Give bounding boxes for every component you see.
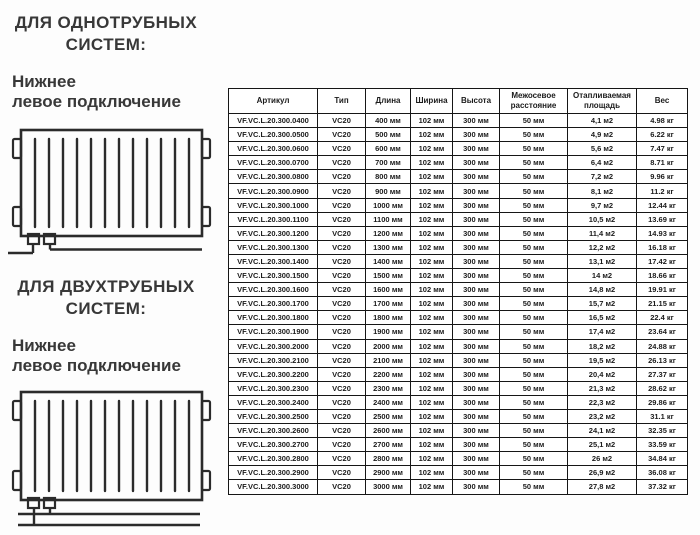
table-cell: VC20 <box>318 381 366 395</box>
table-cell: 50 мм <box>500 297 568 311</box>
column-header: Межосевое расстояние <box>500 89 568 114</box>
table-cell: 4,9 м2 <box>568 128 637 142</box>
table-cell: VF.VC.L.20.300.1400 <box>229 254 318 268</box>
table-cell: VC20 <box>318 283 366 297</box>
table-cell: VF.VC.L.20.300.3000 <box>229 480 318 494</box>
table-row <box>229 269 688 283</box>
table-cell: VC20 <box>318 240 366 254</box>
table-cell: 300 мм <box>453 466 500 480</box>
table-cell: VC20 <box>318 114 366 128</box>
table-cell: 8,1 м2 <box>568 184 637 198</box>
table-cell: VC20 <box>318 184 366 198</box>
table-cell: 4.98 кг <box>637 114 688 128</box>
table-cell: 27,8 м2 <box>568 480 637 494</box>
radiator-spec-table <box>228 88 688 495</box>
table-cell: 300 мм <box>453 226 500 240</box>
table-cell: 26.13 кг <box>637 353 688 367</box>
table-cell: 19.91 кг <box>637 283 688 297</box>
table-cell: 6.22 кг <box>637 128 688 142</box>
table-cell: 500 мм <box>366 128 411 142</box>
column-header: Отапливаемая площадь <box>568 89 637 114</box>
table-cell: 1300 мм <box>366 240 411 254</box>
table-cell: 2500 мм <box>366 409 411 423</box>
table-cell: VC20 <box>318 198 366 212</box>
table-cell: 22.4 кг <box>637 311 688 325</box>
column-header: Ширина <box>411 89 453 114</box>
table-cell: 14,8 м2 <box>568 283 637 297</box>
table-cell: 50 мм <box>500 480 568 494</box>
table-cell: 20,4 м2 <box>568 367 637 381</box>
table-row <box>229 297 688 311</box>
table-cell: VC20 <box>318 438 366 452</box>
table-cell: 300 мм <box>453 142 500 156</box>
table-cell: 50 мм <box>500 353 568 367</box>
table-cell: 300 мм <box>453 128 500 142</box>
section-title-line1: ДЛЯ ОДНОТРУБНЫХ <box>14 13 198 32</box>
table-cell: 50 мм <box>500 452 568 466</box>
table-cell: VC20 <box>318 395 366 409</box>
radiator-single-pipe-diagram-icon <box>8 128 213 258</box>
table-cell: 102 мм <box>411 212 453 226</box>
table-cell: 50 мм <box>500 212 568 226</box>
column-header: Вес <box>637 89 688 114</box>
table-cell: 15,7 м2 <box>568 297 637 311</box>
table-cell: 900 мм <box>366 184 411 198</box>
table-cell: 2000 мм <box>366 339 411 353</box>
table-cell: VC20 <box>318 142 366 156</box>
table-cell: 102 мм <box>411 367 453 381</box>
table-cell: 2600 мм <box>366 424 411 438</box>
table-cell: VC20 <box>318 424 366 438</box>
table-cell: 50 мм <box>500 424 568 438</box>
table-header-row <box>229 89 688 114</box>
table-row <box>229 114 688 128</box>
table-cell: 102 мм <box>411 142 453 156</box>
table-cell: 16.18 кг <box>637 240 688 254</box>
table-cell: 11.2 кг <box>637 184 688 198</box>
table-cell: 23.64 кг <box>637 325 688 339</box>
table-cell: 102 мм <box>411 452 453 466</box>
table-row <box>229 353 688 367</box>
column-header: Длина <box>366 89 411 114</box>
table-cell: 17.42 кг <box>637 254 688 268</box>
table-row <box>229 438 688 452</box>
table-cell: 300 мм <box>453 283 500 297</box>
table-cell: 1000 мм <box>366 198 411 212</box>
table-cell: 300 мм <box>453 297 500 311</box>
table-cell: 7,2 м2 <box>568 170 637 184</box>
table-row <box>229 170 688 184</box>
table-cell: 102 мм <box>411 156 453 170</box>
table-cell: VC20 <box>318 170 366 184</box>
table-cell: 300 мм <box>453 156 500 170</box>
table-cell: VF.VC.L.20.300.0500 <box>229 128 318 142</box>
table-cell: VC20 <box>318 128 366 142</box>
table-cell: 12,2 м2 <box>568 240 637 254</box>
connection-type-line2: левое подключение <box>12 356 181 375</box>
table-cell: 102 мм <box>411 409 453 423</box>
table-cell: 24.88 кг <box>637 339 688 353</box>
table-cell: VF.VC.L.20.300.1800 <box>229 311 318 325</box>
table-cell: 300 мм <box>453 170 500 184</box>
table-cell: VF.VC.L.20.300.2800 <box>229 452 318 466</box>
table-cell: 50 мм <box>500 114 568 128</box>
table-cell: 26,9 м2 <box>568 466 637 480</box>
table-cell: 102 мм <box>411 114 453 128</box>
table-cell: 11,4 м2 <box>568 226 637 240</box>
table-cell: VF.VC.L.20.300.0900 <box>229 184 318 198</box>
table-cell: 50 мм <box>500 142 568 156</box>
table-cell: VC20 <box>318 480 366 494</box>
table-cell: 50 мм <box>500 381 568 395</box>
table-cell: 1600 мм <box>366 283 411 297</box>
table-cell: VC20 <box>318 353 366 367</box>
table-cell: 102 мм <box>411 325 453 339</box>
table-cell: VC20 <box>318 297 366 311</box>
table-row <box>229 325 688 339</box>
table-cell: VC20 <box>318 452 366 466</box>
table-cell: 102 мм <box>411 339 453 353</box>
table-cell: 300 мм <box>453 325 500 339</box>
table-row <box>229 156 688 170</box>
table-cell: 2300 мм <box>366 381 411 395</box>
table-cell: 4,1 м2 <box>568 114 637 128</box>
table-cell: 2700 мм <box>366 438 411 452</box>
table-cell: 21.15 кг <box>637 297 688 311</box>
table-cell: 50 мм <box>500 170 568 184</box>
table-cell: 700 мм <box>366 156 411 170</box>
table-cell: VF.VC.L.20.300.1000 <box>229 198 318 212</box>
table-row <box>229 480 688 494</box>
table-cell: 50 мм <box>500 240 568 254</box>
table-row <box>229 142 688 156</box>
table-cell: 1100 мм <box>366 212 411 226</box>
table-cell: 50 мм <box>500 367 568 381</box>
table-cell: 300 мм <box>453 254 500 268</box>
table-cell: 1400 мм <box>366 254 411 268</box>
table-cell: VF.VC.L.20.300.2900 <box>229 466 318 480</box>
table-cell: VF.VC.L.20.300.1100 <box>229 212 318 226</box>
table-cell: 32.35 кг <box>637 424 688 438</box>
table-cell: 300 мм <box>453 424 500 438</box>
section-title <box>6 276 206 320</box>
table-row <box>229 395 688 409</box>
table-cell: 18.66 кг <box>637 269 688 283</box>
table-row <box>229 198 688 212</box>
column-header: Тип <box>318 89 366 114</box>
table-cell: 102 мм <box>411 184 453 198</box>
table-cell: VF.VC.L.20.300.2700 <box>229 438 318 452</box>
table-row <box>229 367 688 381</box>
table-cell: 300 мм <box>453 395 500 409</box>
table-cell: 300 мм <box>453 198 500 212</box>
table-cell: VF.VC.L.20.300.2100 <box>229 353 318 367</box>
table-cell: 600 мм <box>366 142 411 156</box>
table-cell: 300 мм <box>453 353 500 367</box>
table-cell: 14.93 кг <box>637 226 688 240</box>
table-cell: 1500 мм <box>366 269 411 283</box>
spec-table <box>228 88 689 495</box>
connection-type-line2: левое подключение <box>12 92 181 111</box>
table-cell: 23,2 м2 <box>568 409 637 423</box>
table-cell: 29.86 кг <box>637 395 688 409</box>
table-cell: 37.32 кг <box>637 480 688 494</box>
table-cell: VC20 <box>318 226 366 240</box>
table-cell: 102 мм <box>411 480 453 494</box>
table-cell: 300 мм <box>453 269 500 283</box>
table-cell: 17,4 м2 <box>568 325 637 339</box>
table-cell: VC20 <box>318 367 366 381</box>
table-cell: 300 мм <box>453 339 500 353</box>
table-cell: VF.VC.L.20.300.2000 <box>229 339 318 353</box>
connection-type-line1: Нижнее <box>12 336 76 355</box>
table-cell: 102 мм <box>411 198 453 212</box>
table-cell: 28.62 кг <box>637 381 688 395</box>
table-cell: 50 мм <box>500 311 568 325</box>
table-row <box>229 409 688 423</box>
table-cell: 34.84 кг <box>637 452 688 466</box>
table-row <box>229 226 688 240</box>
table-cell: 102 мм <box>411 466 453 480</box>
table-row <box>229 424 688 438</box>
table-cell: 102 мм <box>411 381 453 395</box>
table-cell: VF.VC.L.20.300.0800 <box>229 170 318 184</box>
table-cell: 102 мм <box>411 424 453 438</box>
table-cell: 102 мм <box>411 254 453 268</box>
table-cell: 300 мм <box>453 212 500 226</box>
table-row <box>229 466 688 480</box>
table-cell: 5,6 м2 <box>568 142 637 156</box>
connection-type-label <box>12 336 220 376</box>
table-cell: 8.71 кг <box>637 156 688 170</box>
table-row <box>229 452 688 466</box>
table-row <box>229 240 688 254</box>
table-cell: 27.37 кг <box>637 367 688 381</box>
table-cell: 7.47 кг <box>637 142 688 156</box>
table-cell: 10,5 м2 <box>568 212 637 226</box>
connection-type-line1: Нижнее <box>12 72 76 91</box>
table-cell: VF.VC.L.20.300.0400 <box>229 114 318 128</box>
table-cell: 800 мм <box>366 170 411 184</box>
table-cell: 102 мм <box>411 269 453 283</box>
table-cell: 102 мм <box>411 395 453 409</box>
table-cell: VC20 <box>318 325 366 339</box>
table-cell: 1900 мм <box>366 325 411 339</box>
table-cell: VF.VC.L.20.300.0700 <box>229 156 318 170</box>
table-cell: VC20 <box>318 156 366 170</box>
table-row <box>229 339 688 353</box>
table-cell: 102 мм <box>411 226 453 240</box>
table-cell: 50 мм <box>500 325 568 339</box>
section-title <box>6 12 206 56</box>
column-header: Высота <box>453 89 500 114</box>
table-cell: 2900 мм <box>366 466 411 480</box>
table-cell: 50 мм <box>500 254 568 268</box>
table-cell: VF.VC.L.20.300.1200 <box>229 226 318 240</box>
table-row <box>229 254 688 268</box>
table-cell: 102 мм <box>411 438 453 452</box>
table-cell: 1200 мм <box>366 226 411 240</box>
table-cell: 50 мм <box>500 198 568 212</box>
table-cell: 300 мм <box>453 452 500 466</box>
table-row <box>229 311 688 325</box>
table-cell: 16,5 м2 <box>568 311 637 325</box>
table-cell: 102 мм <box>411 128 453 142</box>
table-cell: VF.VC.L.20.300.2300 <box>229 381 318 395</box>
connection-type-label <box>12 72 220 112</box>
table-cell: 50 мм <box>500 156 568 170</box>
section-single-pipe <box>0 12 220 258</box>
table-cell: 2800 мм <box>366 452 411 466</box>
table-cell: 102 мм <box>411 240 453 254</box>
table-cell: 300 мм <box>453 367 500 381</box>
table-cell: 102 мм <box>411 170 453 184</box>
table-cell: 2100 мм <box>366 353 411 367</box>
table-body <box>229 114 688 495</box>
table-cell: 50 мм <box>500 184 568 198</box>
table-row <box>229 283 688 297</box>
table-cell: 19,5 м2 <box>568 353 637 367</box>
table-row <box>229 212 688 226</box>
table-cell: 300 мм <box>453 114 500 128</box>
table-cell: VF.VC.L.20.300.1300 <box>229 240 318 254</box>
section-title-line1: ДЛЯ ДВУХТРУБНЫХ <box>17 277 195 296</box>
table-cell: 13,1 м2 <box>568 254 637 268</box>
table-cell: 400 мм <box>366 114 411 128</box>
table-cell: 300 мм <box>453 381 500 395</box>
table-cell: 18,2 м2 <box>568 339 637 353</box>
table-cell: 22,3 м2 <box>568 395 637 409</box>
table-cell: 2200 мм <box>366 367 411 381</box>
table-cell: 21,3 м2 <box>568 381 637 395</box>
table-cell: VF.VC.L.20.300.2600 <box>229 424 318 438</box>
section-two-pipe <box>0 276 220 530</box>
table-cell: 300 мм <box>453 240 500 254</box>
table-cell: VC20 <box>318 311 366 325</box>
table-cell: VF.VC.L.20.300.0600 <box>229 142 318 156</box>
table-cell: 300 мм <box>453 184 500 198</box>
table-cell: 300 мм <box>453 409 500 423</box>
table-cell: 31.1 кг <box>637 409 688 423</box>
table-cell: 50 мм <box>500 283 568 297</box>
table-cell: 25,1 м2 <box>568 438 637 452</box>
table-cell: 50 мм <box>500 395 568 409</box>
table-cell: VC20 <box>318 466 366 480</box>
table-cell: VF.VC.L.20.300.2500 <box>229 409 318 423</box>
table-cell: 50 мм <box>500 409 568 423</box>
table-cell: 50 мм <box>500 226 568 240</box>
table-cell: 13.69 кг <box>637 212 688 226</box>
table-row <box>229 184 688 198</box>
table-cell: 50 мм <box>500 466 568 480</box>
table-cell: 102 мм <box>411 311 453 325</box>
table-cell: VF.VC.L.20.300.2200 <box>229 367 318 381</box>
table-cell: 24,1 м2 <box>568 424 637 438</box>
table-cell: 36.08 кг <box>637 466 688 480</box>
table-cell: 50 мм <box>500 339 568 353</box>
table-cell: 12.44 кг <box>637 198 688 212</box>
table-cell: VC20 <box>318 269 366 283</box>
table-cell: VF.VC.L.20.300.1700 <box>229 297 318 311</box>
table-cell: 3000 мм <box>366 480 411 494</box>
table-cell: 300 мм <box>453 480 500 494</box>
table-cell: 9.96 кг <box>637 170 688 184</box>
table-cell: 33.59 кг <box>637 438 688 452</box>
column-header: Артикул <box>229 89 318 114</box>
table-cell: VF.VC.L.20.300.1500 <box>229 269 318 283</box>
section-title-line2: СИСТЕМ: <box>65 299 147 318</box>
table-cell: VF.VC.L.20.300.1600 <box>229 283 318 297</box>
table-cell: 1800 мм <box>366 311 411 325</box>
table-cell: 6,4 м2 <box>568 156 637 170</box>
table-cell: 102 мм <box>411 353 453 367</box>
table-cell: 2400 мм <box>366 395 411 409</box>
table-cell: 102 мм <box>411 283 453 297</box>
table-cell: VC20 <box>318 409 366 423</box>
section-title-line2: СИСТЕМ: <box>65 35 147 54</box>
table-row <box>229 381 688 395</box>
radiator-two-pipe-diagram-icon <box>8 390 213 530</box>
table-cell: 102 мм <box>411 297 453 311</box>
table-cell: VF.VC.L.20.300.2400 <box>229 395 318 409</box>
table-header <box>229 89 688 114</box>
table-row <box>229 128 688 142</box>
table-cell: VC20 <box>318 339 366 353</box>
table-cell: 50 мм <box>500 128 568 142</box>
table-cell: 50 мм <box>500 438 568 452</box>
table-cell: VC20 <box>318 212 366 226</box>
table-cell: 14 м2 <box>568 269 637 283</box>
table-cell: VC20 <box>318 254 366 268</box>
table-cell: 9,7 м2 <box>568 198 637 212</box>
table-cell: 300 мм <box>453 438 500 452</box>
table-cell: 300 мм <box>453 311 500 325</box>
table-cell: 50 мм <box>500 269 568 283</box>
table-cell: 26 м2 <box>568 452 637 466</box>
table-cell: 1700 мм <box>366 297 411 311</box>
table-cell: VF.VC.L.20.300.1900 <box>229 325 318 339</box>
